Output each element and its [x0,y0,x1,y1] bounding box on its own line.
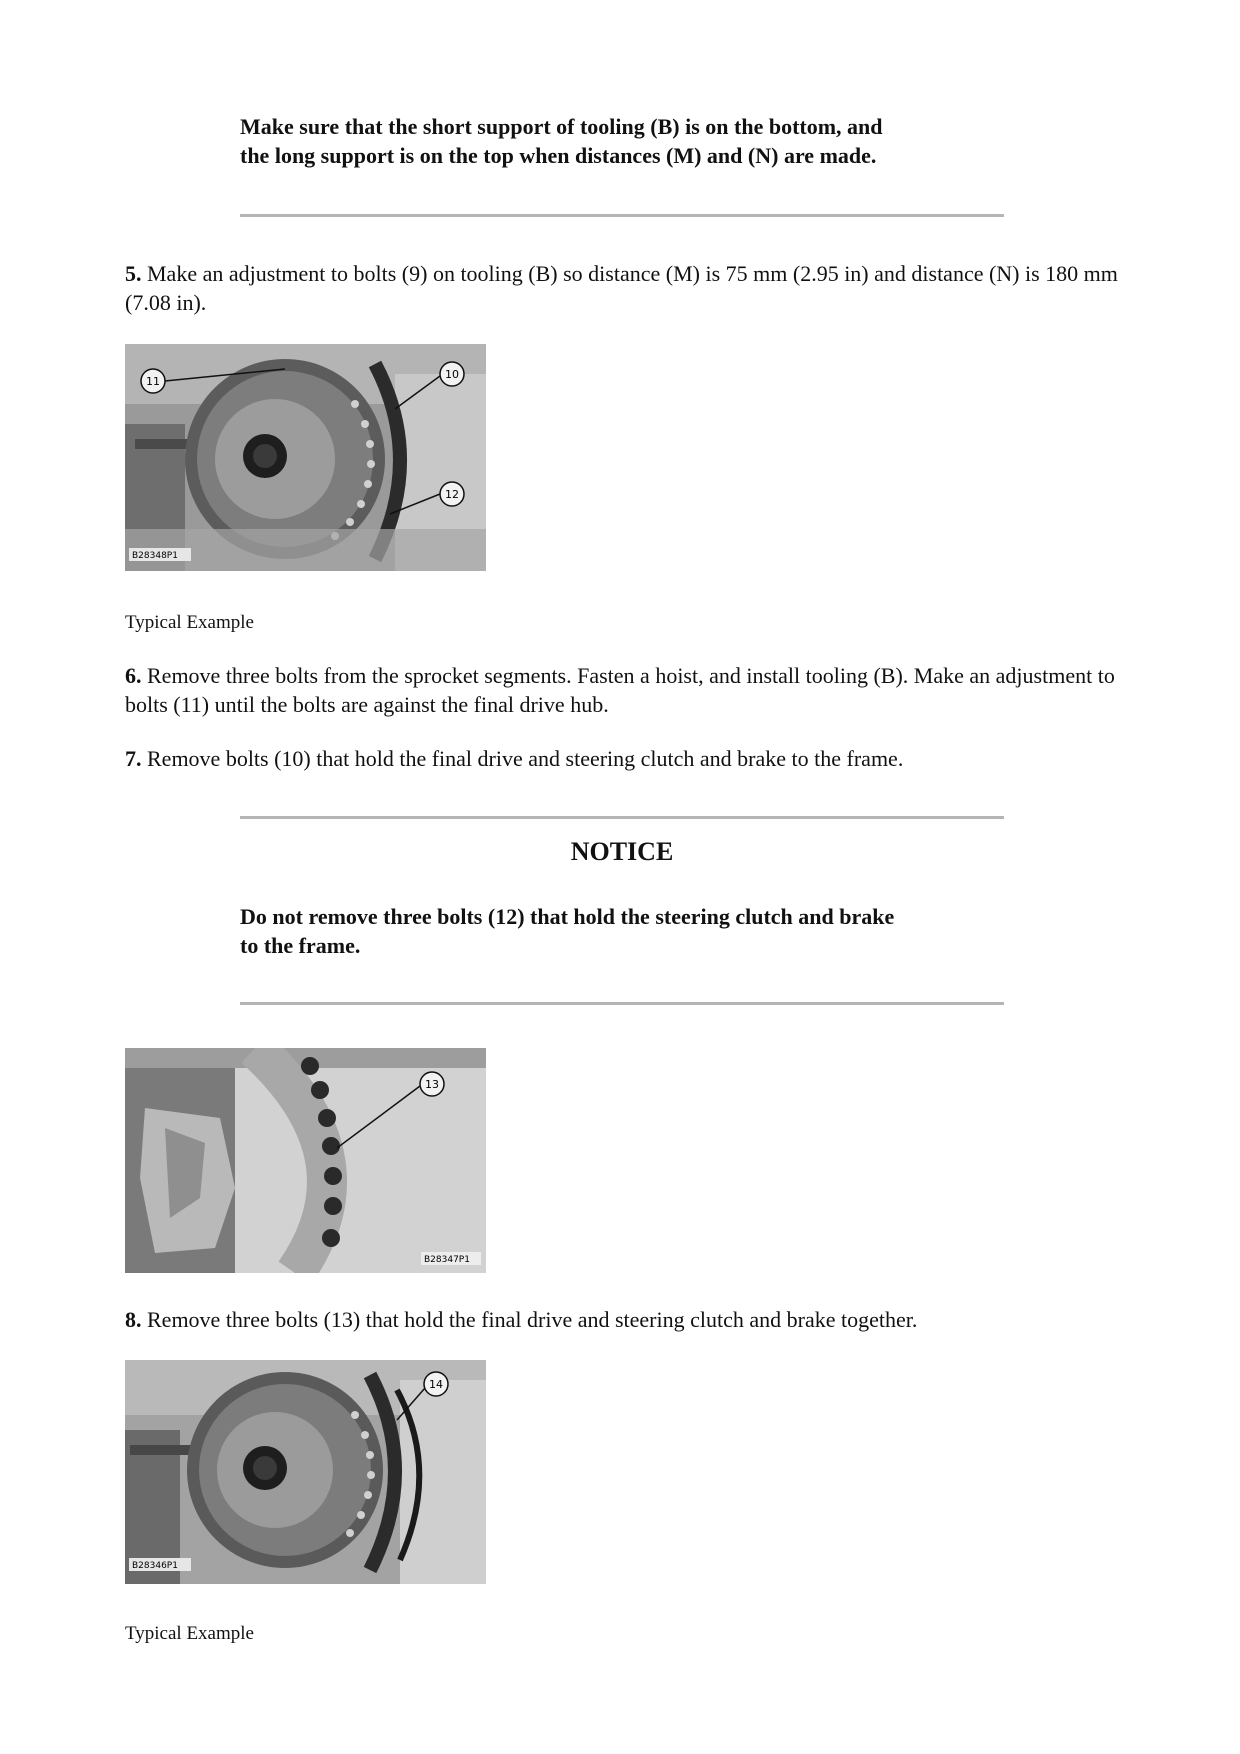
callout-10: 10 [445,368,459,381]
notice-2-line-2: to the frame. [240,933,361,958]
photo-2-code: B28347P1 [424,1255,470,1265]
photo-final-drive-1 [125,344,486,571]
divider-rule [240,816,1004,819]
photo-final-drive-2 [125,1360,486,1584]
notice-heading: NOTICE [570,837,674,866]
caption-1: Typical Example [125,612,254,633]
step-7-number: 7. [125,746,142,771]
photo-bolts-13 [125,1048,486,1273]
callout-13: 13 [425,1078,439,1091]
step-8-number: 8. [125,1307,142,1332]
step-7 [125,744,1125,773]
step-8 [125,1305,1125,1334]
caption-2: Typical Example [125,1623,254,1644]
step-5-number: 5. [125,261,142,286]
divider-rule [240,214,1004,217]
photo-3-code: B28346P1 [132,1561,178,1571]
step-6 [125,661,1125,719]
photo-1-code: B28348P1 [132,551,178,561]
divider-rule [240,1002,1004,1005]
notice-1-line-2: the long support is on the top when distances (M) and (N) are made. [240,143,877,168]
callout-12: 12 [445,488,459,501]
notice-text-2 [240,902,1020,960]
step-5-text: Make an adjustment to bolts (9) on tooling (B) so distance (M) is 75 mm (2.95 in) and distance (N) is 180 mm (7.08 in). [125,261,1118,315]
notice-2-line-1: Do not remove three bolts (12) that hold the steering clutch and brake [240,904,895,929]
step-7-text: Remove bolts (10) that hold the final drive and steering clutch and brake to the frame. [147,746,904,771]
callout-14: 14 [429,1378,443,1391]
callout-11: 11 [146,375,160,388]
notice-1-line-1: Make sure that the short support of tooling (B) is on the bottom, and [240,114,883,139]
notice-text-1 [240,112,1020,170]
step-6-number: 6. [125,663,142,688]
step-6-text: Remove three bolts from the sprocket segments. Fasten a hoist, and install tooling (B). Make an adjustment to bolts (11) until the bolts are against the final drive hub. [125,663,1115,717]
step-5 [125,259,1125,317]
step-8-text: Remove three bolts (13) that hold the final drive and steering clutch and brake together. [147,1307,918,1332]
